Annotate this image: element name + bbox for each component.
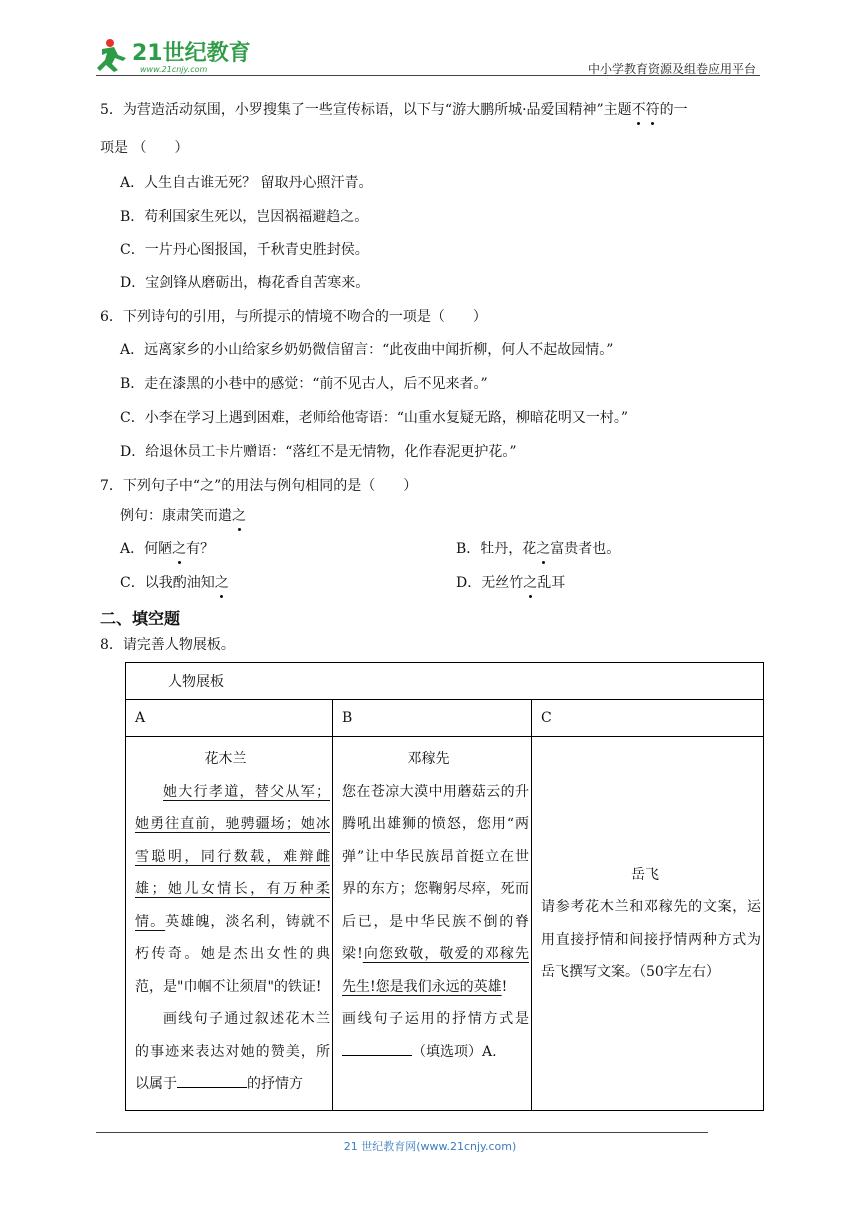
deng-name: 邓稼先 (407, 751, 450, 767)
column-a-header: A (126, 700, 333, 737)
mulan-underlined-text: 她大行孝道，替父从军；她勇往直前，驰骋疆场；她冰雪聪明，同行数载，难辩雌雄；她儿女情长，有万种柔情。 (135, 783, 330, 930)
q5-option-d: D．宝剑锋从磨砺出，梅花香自苦寒来。 (120, 275, 370, 291)
mulan-description: 她大行孝道，替父从军；她勇往直前，驰骋疆场；她冰雪聪明，同行数载，难辩雌雄；她儿女情长，有万种柔情。英雄魄，淡名利，铸就不朽传奇。她是杰出女性的典范，是"巾帼不让须眉"的铁证! (135, 783, 331, 995)
deng-underlined-text: 向您致敬，敬爱的邓稼先先生!您是我们永远的英雄 (342, 946, 529, 995)
q6-stem: 6．下列诗句的引用，与所提示的情境不吻合的一项是（ ） (100, 309, 487, 325)
q6-option-a: A．远离家乡的小山给家乡奶奶微信留言：“此夜曲中闻折柳，何人不起故园情。” (120, 342, 614, 358)
q5-option-a: A．人生自古谁无死？ 留取丹心照汗青。 (120, 175, 373, 191)
q5-stem-cont: 项是 （ ） (100, 140, 189, 156)
q7-stem: 7．下列句子中“之”的用法与例句相同的是（ ） (100, 478, 418, 494)
yuefei-cell (532, 737, 764, 1111)
logo-21cnjy-icon (96, 36, 266, 74)
mulan-answer-blank[interactable] (177, 1071, 247, 1088)
q5-stem: 5．为营造活动氛围，小罗搜集了一些宣传标语，以下与“游大鹏所城·品爱国精神”主题不符的一 (100, 102, 688, 118)
deng-cell (333, 737, 532, 1111)
q7-option-a: A．何陋之有？ (120, 541, 215, 557)
yuefei-task: 请参考花木兰和邓稼先的文案，运用直接抒情和间接抒情两种方式为岳飞撰写文案。（50字左右） (541, 899, 761, 980)
q6-option-b: B．走在漆黑的小巷中的感觉：“前不见古人，后不见来者。” (120, 376, 488, 392)
q8-stem: 8．请完善人物展板。 (100, 637, 235, 653)
q7-option-b: B．牡丹，花之富贵者也。 (456, 541, 621, 557)
q5-option-c: C．一片丹心图报国，千秋青史胜封侯。 (120, 242, 369, 258)
footer-divider (96, 1132, 708, 1133)
q5-option-b: B．苟利国家生死以，岂因祸福避趋之。 (120, 209, 369, 225)
deng-answer-blank[interactable] (342, 1039, 412, 1056)
column-c-header: C (532, 700, 764, 737)
deng-description: 您在苍凉大漠中用蘑菇云的升腾吼出雄狮的愤怒，您用“两弹”让中华民族昂首挺立在世界的东方；您鞠躬尽瘁，死而后已，是中华民族不倒的脊梁!向您致敬，敬爱的邓稼先先生!您是我们永远的英雄! (342, 783, 529, 995)
q7-option-c: C．以我酌油知之 (120, 575, 229, 591)
character-board-table (125, 662, 764, 1111)
mulan-prompt: 画线句子通过叙述花木兰的事迹来表达对她的赞美，所以属于 的抒情方 (135, 1011, 330, 1092)
header-divider (96, 75, 760, 76)
q7-option-d: D．无丝竹之乱耳 (456, 575, 566, 591)
footer-source: 21 世纪教育网(www.21cnjy.com) (343, 1140, 517, 1153)
column-b-header: B (333, 700, 532, 737)
board-title: 人物展板 (126, 663, 764, 700)
platform-name: 中小学教育资源及组卷应用平台 (587, 62, 756, 76)
q6-option-c: C．小李在学习上遇到困难，老师给他寄语：“山重水复疑无路，柳暗花明又一村。” (120, 410, 629, 426)
page-header (96, 30, 760, 76)
mulan-name: 花木兰 (204, 751, 247, 767)
q6-option-d: D．给退休员工卡片赠语：“落红不是无情物，化作春泥更护花。” (120, 444, 517, 460)
deng-prompt: 画线句子运用的抒情方式是（填选项）A. (342, 1011, 529, 1060)
section-title: 二、填空题 (100, 609, 181, 628)
q7-example: 例句：康肃笑而遣之 (120, 508, 246, 524)
yuefei-name: 岳飞 (631, 866, 659, 883)
svg-text:www.21cnjy.com: www.21cnjy.com (140, 65, 208, 74)
mulan-cell (126, 737, 333, 1111)
svg-text:21世纪教育: 21世纪教育 (132, 41, 251, 66)
